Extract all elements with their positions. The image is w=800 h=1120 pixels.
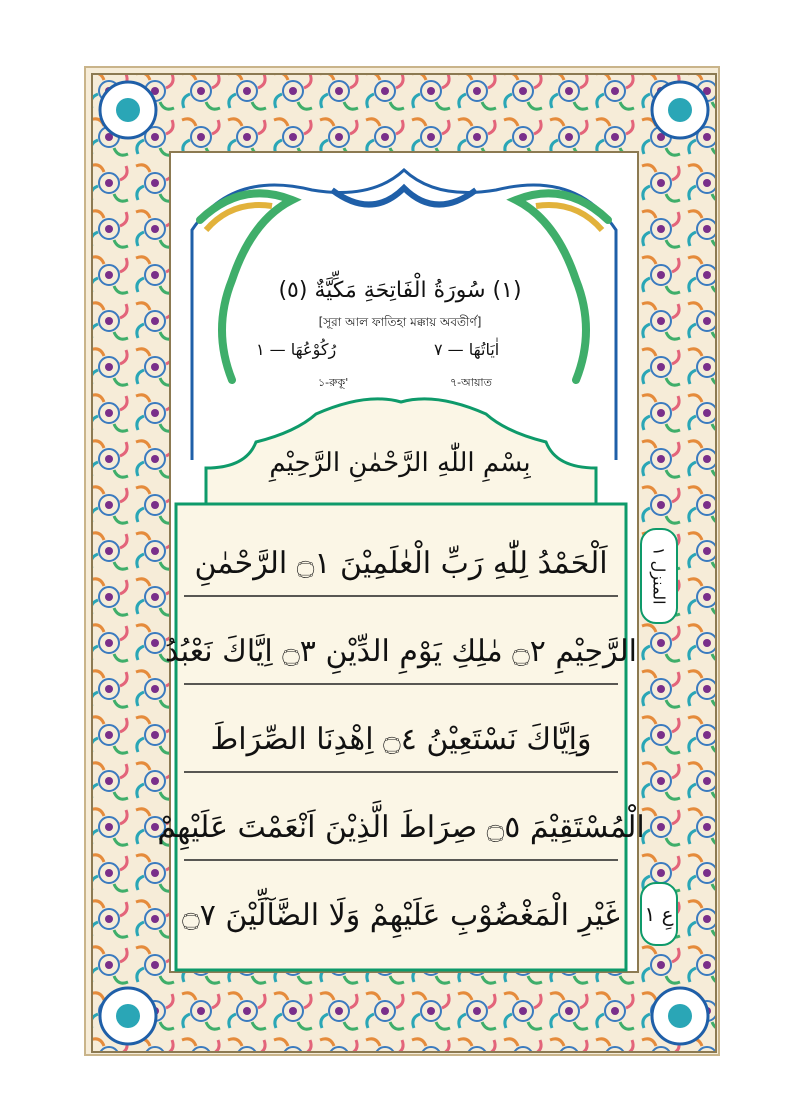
ruku-label: عِ ١ bbox=[644, 902, 674, 926]
ruku-marker bbox=[640, 882, 678, 946]
verse-line-4: الْمُسْتَقِيْمَ ۝٥ صِرَاطَ الَّذِيْنَ اَنْعَمْتَ عَلَيْهِمْ bbox=[157, 809, 645, 845]
ayat-count-bengali: ৭-আয়াত bbox=[450, 376, 492, 389]
verse-line-3: وَاِيَّاكَ نَسْتَعِيْنُ ۝٤ اِهْدِنَا الصِّرَاطَ bbox=[210, 721, 592, 757]
surah-subtitle-bengali: [সূরা আল ফাতিহা মক্কায় অবতীর্ণ] bbox=[318, 315, 482, 329]
manzil-marker bbox=[640, 528, 678, 624]
surah-title: (١) سُورَةُ الْفَاتِحَةِ مَكِّيَّةٌ (٥) bbox=[278, 278, 522, 303]
ruku-count-arabic: رُكُوْعُهَا — ١ bbox=[256, 340, 337, 359]
verse-line-1: اَلْحَمْدُ لِلّٰهِ رَبِّ الْعٰلَمِيْنَ ۝١ الرَّحْمٰنِ bbox=[194, 545, 608, 581]
ruku-count-bengali: ১-রুকূ' bbox=[318, 376, 349, 389]
verse-line-2: الرَّحِيْمِ ۝٢ مٰلِكِ يَوْمِ الدِّيْنِ ۝٣ اِيَّاكَ نَعْبُدُ bbox=[164, 633, 638, 669]
manzil-label: المنزل ١ bbox=[649, 547, 669, 605]
bismillah: بِسْمِ اللّٰهِ الرَّحْمٰنِ الرَّحِيْمِ bbox=[269, 448, 531, 478]
verse-line-5: غَيْرِ الْمَغْضُوْبِ عَلَيْهِمْ وَلَا الضَّآلِّيْنَ ۝٧ bbox=[182, 897, 620, 933]
ayat-count-arabic: اٰيَاتُهَا — ٧ bbox=[434, 340, 500, 359]
